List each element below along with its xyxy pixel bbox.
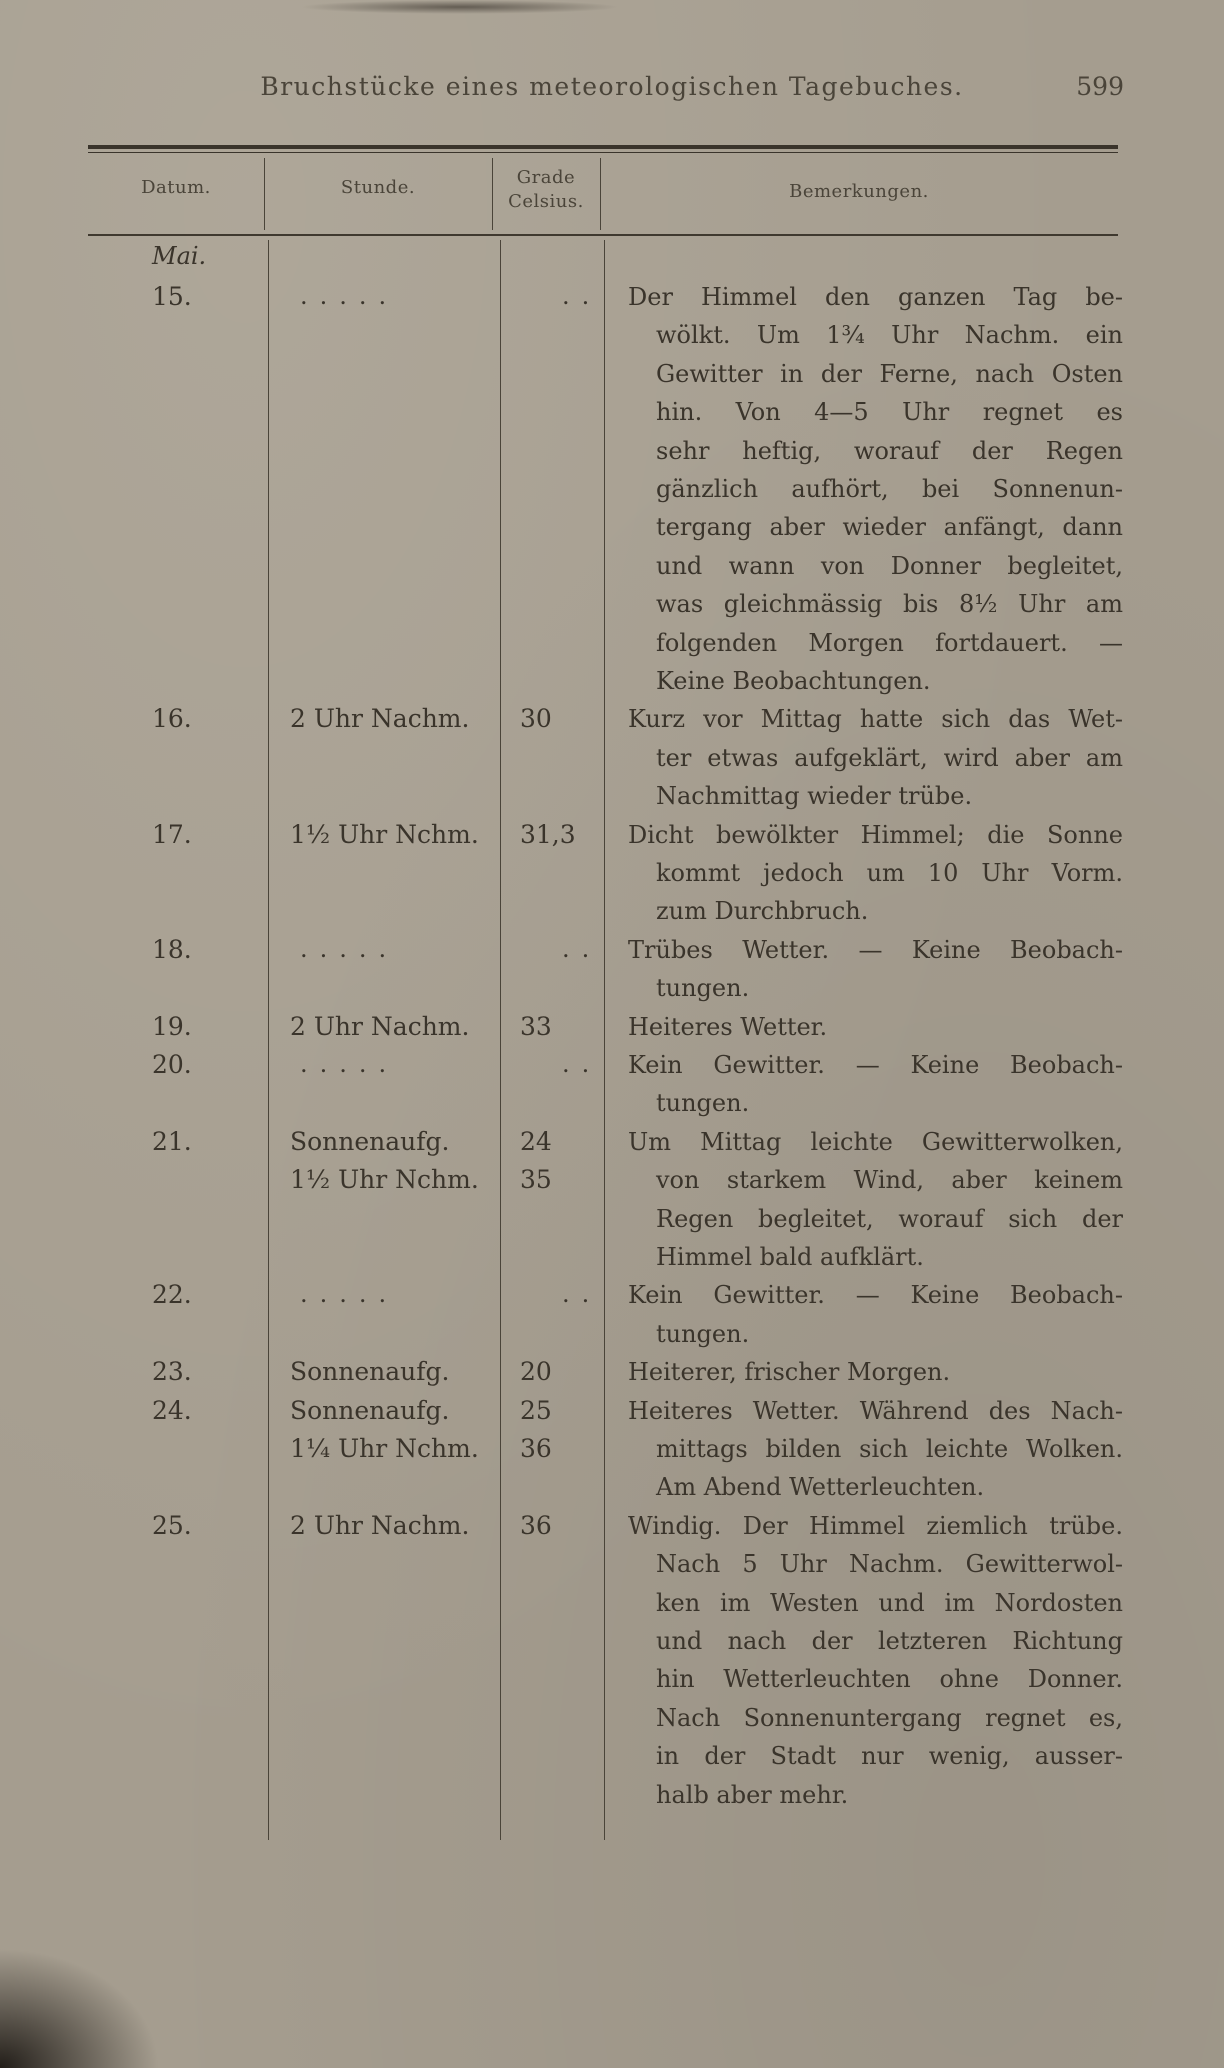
remark-line: mittags bilden sich leichte Wolken.	[656, 1435, 1123, 1463]
remark-line: Nach 5 Uhr Nachm. Gewitterwol-	[656, 1550, 1123, 1579]
entry-date: 16.	[152, 704, 192, 734]
entry-temp: 36	[520, 1434, 552, 1463]
entry-temp: 24	[520, 1126, 552, 1156]
entry-temp-empty: ..	[562, 282, 602, 310]
remark-line: Keine Beobachtungen.	[656, 667, 931, 695]
entry-temp: 25	[520, 1395, 552, 1425]
remark-line: und nach der letzteren Richtung	[656, 1627, 1123, 1655]
remark-line: Trübes Wetter. — Keine Beobach-	[628, 935, 1123, 964]
column-header-date: Datum.	[141, 177, 211, 198]
entry-hour-empty: .....	[300, 1050, 399, 1078]
running-head	[0, 72, 1224, 112]
remark-line: was gleichmässig bis 8½ Uhr am	[656, 590, 1123, 619]
remark-line: und wann von Donner begleitet,	[656, 551, 1123, 580]
entry-temp: 33	[520, 1011, 552, 1041]
remark-line: Gewitter in der Ferne, nach Osten	[656, 359, 1123, 388]
page-number: 599	[1076, 72, 1124, 101]
entry-hour: Sonnenaufg.	[290, 1126, 450, 1156]
entry-date: 22.	[152, 1280, 192, 1310]
remark-line: Heiterer, frischer Morgen.	[628, 1358, 951, 1387]
column-separator	[500, 240, 501, 1840]
top-rule-thick	[88, 145, 1118, 149]
entry-hour-empty: .....	[300, 1280, 399, 1309]
remark-line: tungen.	[656, 974, 750, 1003]
remark-line: von starkem Wind, aber keinem	[656, 1166, 1123, 1195]
entry-hour-empty: .....	[300, 282, 399, 310]
running-title: Bruchstücke eines meteorologischen Tagebuches.	[260, 72, 964, 101]
entry-temp: 31,3	[520, 819, 576, 849]
remark-line: Heiteres Wetter.	[628, 1012, 828, 1041]
entry-date: 21.	[152, 1126, 192, 1156]
header-rule	[88, 234, 1118, 236]
remark-line: Nachmittag wieder trübe.	[656, 782, 973, 811]
remark-line: ter etwas aufgeklärt, wird aber am	[656, 743, 1123, 772]
remark-line: Himmel bald aufklärt.	[656, 1243, 924, 1271]
page-shadow-top	[300, 0, 620, 14]
entry-hour-empty: .....	[300, 934, 399, 963]
entry-hour: 2 Uhr Nachm.	[290, 704, 470, 734]
remark-line: tergang aber wieder anfängt, dann	[656, 513, 1123, 542]
entry-temp-empty: ..	[562, 1280, 602, 1309]
remark-line: hin. Von 4—5 Uhr regnet es	[656, 398, 1123, 427]
entry-date: 25.	[152, 1510, 192, 1540]
entry-temp: 36	[520, 1510, 552, 1540]
page-shadow-corner	[0, 1948, 160, 2068]
remark-line: ken im Westen und im Nordosten	[656, 1588, 1123, 1617]
entry-temp: 30	[520, 704, 552, 734]
remark-line: Windig. Der Himmel ziemlich trübe.	[628, 1511, 1123, 1540]
entry-temp-empty: ..	[562, 934, 602, 963]
column-header-remarks: Bemerkungen.	[789, 181, 929, 202]
column-header-hour: Stunde.	[340, 177, 416, 198]
entry-hour: 1½ Uhr Nchm.	[290, 1165, 479, 1195]
entry-date: 23.	[152, 1357, 192, 1387]
remark-line: zum Durchbruch.	[656, 897, 869, 926]
entry-temp-empty: ..	[562, 1050, 602, 1078]
remark-line: Um Mittag leichte Gewitterwolken,	[628, 1127, 1123, 1156]
remark-line: in der Stadt nur wenig, ausser-	[656, 1742, 1123, 1771]
column-header-degrees-line2: Celsius.	[508, 191, 584, 212]
remark-line: Kein Gewitter. — Keine Beobach-	[628, 1051, 1123, 1079]
entry-date: 17.	[152, 819, 192, 849]
entry-hour: 2 Uhr Nachm.	[290, 1510, 470, 1540]
month-label: Mai.	[152, 242, 207, 270]
remark-line: tungen.	[656, 1319, 750, 1348]
column-separator	[268, 240, 269, 1840]
remark-line: Regen begleitet, worauf sich der	[656, 1204, 1123, 1233]
entry-date: 19.	[152, 1011, 192, 1041]
remark-line: Nach Sonnenuntergang regnet es,	[656, 1703, 1123, 1732]
entry-hour: Sonnenaufg.	[290, 1357, 450, 1387]
entry-hour: 1¼ Uhr Nchm.	[290, 1434, 479, 1463]
remark-line: folgenden Morgen fortdauert. —	[656, 628, 1123, 657]
entry-temp: 35	[520, 1165, 552, 1195]
remark-line: gänzlich aufhört, bei Sonnenun-	[656, 475, 1123, 503]
entry-temp: 20	[520, 1357, 552, 1387]
column-header-degrees-line1: Grade	[516, 167, 576, 188]
entry-hour: 2 Uhr Nachm.	[290, 1011, 470, 1041]
remark-line: sehr heftig, worauf der Regen	[656, 436, 1123, 465]
remark-line: Der Himmel den ganzen Tag be-	[628, 283, 1123, 311]
remark-line: hin Wetterleuchten ohne Donner.	[656, 1665, 1123, 1694]
remark-line: Dicht bewölkter Himmel; die Sonne	[628, 820, 1123, 849]
entry-date: 24.	[152, 1395, 192, 1425]
remark-line: halb aber mehr.	[656, 1780, 849, 1809]
entry-hour: Sonnenaufg.	[290, 1395, 450, 1425]
remark-line: Kein Gewitter. — Keine Beobach-	[628, 1281, 1123, 1310]
column-separator	[604, 240, 605, 1840]
remark-line: tungen.	[656, 1089, 750, 1118]
remark-line: wölkt. Um 1¾ Uhr Nachm. ein	[656, 321, 1123, 350]
entry-date: 15.	[152, 282, 192, 311]
entry-date: 18.	[152, 934, 192, 964]
entry-hour: 1½ Uhr Nchm.	[290, 819, 479, 849]
remark-line: Kurz vor Mittag hatte sich das Wet-	[628, 705, 1123, 734]
remark-line: Am Abend Wetterleuchten.	[656, 1473, 985, 1502]
entry-date: 20.	[152, 1050, 192, 1079]
remark-line: Heiteres Wetter. Während des Nach-	[628, 1396, 1123, 1425]
remark-line: kommt jedoch um 10 Uhr Vorm.	[656, 859, 1123, 887]
top-rule-thin	[88, 152, 1118, 153]
